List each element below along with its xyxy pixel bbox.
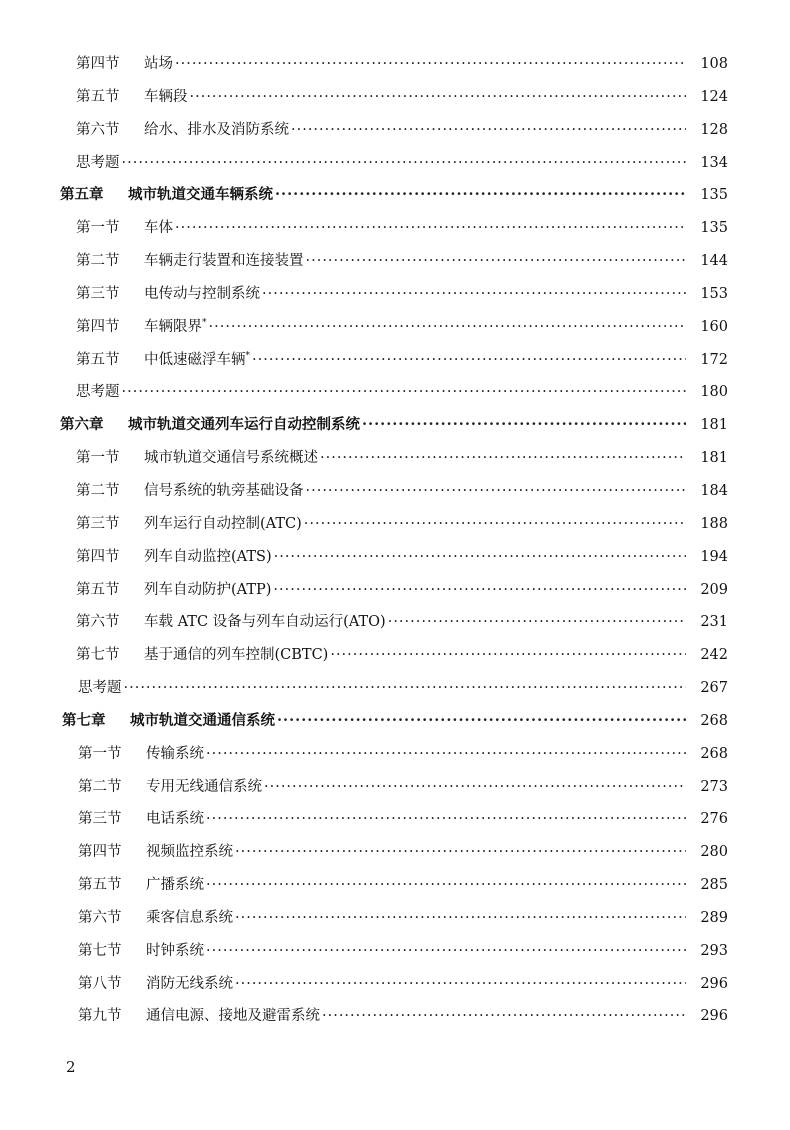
- entry-title-text: 电话系统: [146, 811, 204, 828]
- toc-chapter-entry[interactable]: [0, 705, 790, 738]
- entry-title-text: 车载 ATC 设备与列车自动运行(ATO): [144, 614, 386, 631]
- entry-title-text: 车辆走行装置和连接装置: [144, 253, 304, 270]
- dot-leader: [273, 574, 686, 607]
- entry-title: [146, 935, 204, 968]
- dot-leader: [262, 278, 686, 311]
- chapter-label: 第六章: [60, 416, 104, 434]
- toc-section-entry[interactable]: [0, 442, 790, 475]
- entry-title-text: 给水、排水及消防系统: [144, 121, 289, 138]
- entry-title-text: 基于通信的列车控制(CBTC): [144, 647, 329, 664]
- entry-page-number: 280: [700, 844, 728, 861]
- toc-section-entry[interactable]: [0, 475, 790, 508]
- asterisk-mark: *: [245, 350, 250, 361]
- section-label: 第三节: [76, 515, 120, 532]
- toc-section-entry[interactable]: [0, 212, 790, 245]
- entry-title: [144, 48, 173, 81]
- section-label: 第三节: [76, 285, 120, 302]
- entry-title-text: 中低速磁浮车辆: [144, 351, 246, 368]
- section-label: 第五节: [76, 88, 120, 105]
- entry-page-number: 108: [700, 56, 728, 72]
- section-label: 第八节: [78, 975, 122, 992]
- entry-page-number: 181: [700, 450, 728, 467]
- entry-title-text: 电传动与控制系统: [144, 285, 260, 302]
- section-label: 第九节: [78, 1008, 122, 1025]
- entry-title: [146, 1000, 320, 1033]
- toc-section-entry[interactable]: [0, 935, 790, 968]
- section-label: 第四节: [78, 844, 122, 861]
- entry-title-text: 乘客信息系统: [146, 909, 233, 926]
- entry-title-text: 消防无线系统: [146, 975, 233, 992]
- toc-section-entry[interactable]: [0, 541, 790, 574]
- entry-title: [128, 409, 360, 442]
- dot-leader: [190, 81, 687, 114]
- toc-section-entry[interactable]: [0, 738, 790, 771]
- toc-section-entry[interactable]: [0, 311, 790, 344]
- toc-section-entry[interactable]: [0, 81, 790, 114]
- toc-chapter-entry[interactable]: [0, 409, 790, 442]
- dot-leader: [275, 179, 686, 212]
- toc-section-entry[interactable]: [0, 606, 790, 639]
- entry-title: [144, 81, 188, 114]
- entry-title-text: 思考题: [76, 154, 120, 171]
- toc-section-entry[interactable]: [0, 869, 790, 902]
- dot-leader: [122, 376, 687, 409]
- entry-title: [130, 705, 275, 738]
- entry-title: [144, 574, 271, 607]
- entry-title: [144, 442, 318, 475]
- section-label: 第六节: [78, 909, 122, 926]
- section-label: 第六节: [76, 121, 120, 138]
- section-label: 第七节: [78, 942, 122, 959]
- entry-page-number: 293: [700, 942, 728, 959]
- entry-page-number: 268: [700, 712, 728, 729]
- toc-section-entry[interactable]: [0, 147, 790, 180]
- dot-leader: [206, 803, 686, 836]
- entry-title: [128, 179, 273, 212]
- section-label: 第二节: [76, 253, 120, 270]
- entry-title-text: 专用无线通信系统: [146, 778, 262, 795]
- entry-page-number: 296: [700, 1008, 728, 1025]
- entry-page-number: 124: [700, 88, 728, 105]
- entry-title: [146, 803, 204, 836]
- entry-title-text: 城市轨道交通列车运行自动控制系统: [128, 416, 360, 434]
- section-label: 第五节: [78, 877, 122, 894]
- chapter-label: 第五章: [60, 186, 104, 204]
- entry-title-text: 列车运行自动控制(ATC): [144, 515, 302, 532]
- entry-title: [144, 245, 304, 278]
- dot-leader: [306, 475, 687, 508]
- dot-leader: [122, 147, 687, 180]
- dot-leader: [264, 771, 686, 804]
- toc-section-entry[interactable]: [0, 672, 790, 705]
- dot-leader: [235, 902, 686, 935]
- entry-title: [146, 869, 204, 902]
- dot-leader: [304, 508, 686, 541]
- section-label: 第二节: [76, 482, 120, 499]
- entry-title: [146, 771, 262, 804]
- toc-section-entry[interactable]: [0, 836, 790, 869]
- toc-section-entry[interactable]: [0, 771, 790, 804]
- entry-title: [76, 376, 120, 409]
- toc-section-entry[interactable]: [0, 574, 790, 607]
- dot-leader: [124, 672, 687, 705]
- toc-section-entry[interactable]: [0, 278, 790, 311]
- dot-leader: [175, 212, 686, 245]
- entry-title-text: 城市轨道交通车辆系统: [128, 186, 273, 204]
- entry-title-text: 车辆段: [144, 88, 188, 105]
- section-label: 第三节: [78, 811, 122, 828]
- toc-chapter-entry[interactable]: [0, 179, 790, 212]
- entry-title-text: 思考题: [78, 680, 122, 697]
- toc-section-entry[interactable]: [0, 508, 790, 541]
- entry-page-number: 273: [700, 778, 728, 795]
- dot-leader: [209, 311, 687, 344]
- entry-page-number: 180: [700, 384, 728, 401]
- toc-section-entry[interactable]: [0, 1000, 790, 1033]
- entry-page-number: 231: [700, 614, 728, 631]
- entry-title-text: 城市轨道交通信号系统概述: [144, 450, 318, 467]
- section-label: 第五节: [76, 351, 120, 368]
- dot-leader: [277, 705, 686, 738]
- toc-section-entry[interactable]: [0, 639, 790, 672]
- entry-title-text: 车体: [144, 220, 173, 237]
- section-label: 第四节: [76, 56, 120, 72]
- section-label: 第六节: [76, 614, 120, 631]
- dot-leader: [206, 935, 686, 968]
- chapter-label: 第七章: [62, 711, 106, 729]
- entry-title: [144, 475, 304, 508]
- section-label: 第五节: [76, 581, 120, 598]
- entry-title-text: 广播系统: [146, 877, 204, 894]
- dot-leader: [206, 738, 686, 771]
- entry-title-text: 通信电源、接地及避雷系统: [146, 1008, 320, 1025]
- entry-page-number: 267: [700, 680, 728, 697]
- dot-leader: [362, 409, 686, 442]
- entry-title-text: 站场: [144, 56, 173, 72]
- entry-title: [146, 968, 233, 1001]
- entry-title-text: 时钟系统: [146, 942, 204, 959]
- entry-title: [144, 344, 250, 377]
- entry-title: [144, 278, 260, 311]
- entry-page-number: 296: [700, 975, 728, 992]
- entry-page-number: 209: [700, 581, 728, 598]
- entry-page-number: 172: [700, 351, 728, 368]
- entry-title-text: 传输系统: [146, 745, 204, 762]
- entry-page-number: 188: [700, 515, 728, 532]
- entry-page-number: 135: [700, 220, 728, 237]
- section-label: 第四节: [76, 318, 120, 335]
- section-label: 第七节: [76, 647, 120, 664]
- dot-leader: [388, 606, 686, 639]
- entry-title: [144, 541, 272, 574]
- entry-title: [146, 738, 204, 771]
- page-number: 2: [66, 1058, 76, 1076]
- entry-title: [144, 311, 207, 344]
- entry-page-number: 144: [700, 253, 728, 270]
- toc-section-entry[interactable]: [0, 344, 790, 377]
- section-label: 第一节: [76, 220, 120, 237]
- entry-title: [146, 902, 233, 935]
- section-label: 第一节: [78, 745, 122, 762]
- entry-title-text: 城市轨道交通通信系统: [130, 711, 275, 729]
- entry-title-text: 列车自动防护(ATP): [144, 581, 272, 598]
- entry-title-text: 车辆限界: [144, 318, 202, 335]
- section-label: 第四节: [76, 548, 120, 565]
- toc-section-entry[interactable]: [0, 245, 790, 278]
- entry-page-number: 276: [700, 811, 728, 828]
- entry-title: [144, 508, 302, 541]
- entry-title: [78, 672, 122, 705]
- table-of-contents: [0, 48, 790, 1033]
- entry-page-number: 181: [700, 417, 728, 434]
- entry-title: [76, 147, 120, 180]
- entry-page-number: 242: [700, 647, 728, 664]
- section-label: 第二节: [78, 778, 122, 795]
- dot-leader: [252, 344, 686, 377]
- entry-title: [144, 639, 328, 672]
- dot-leader: [206, 869, 686, 902]
- dot-leader: [235, 836, 686, 869]
- entry-page-number: 268: [700, 745, 728, 762]
- asterisk-mark: *: [202, 317, 207, 328]
- entry-title: [144, 212, 173, 245]
- entry-page-number: 285: [700, 877, 728, 894]
- toc-section-entry[interactable]: [0, 902, 790, 935]
- entry-page-number: 135: [700, 187, 728, 204]
- toc-section-entry[interactable]: [0, 803, 790, 836]
- dot-leader: [291, 114, 686, 147]
- dot-leader: [322, 1000, 686, 1033]
- entry-page-number: 134: [700, 154, 728, 171]
- entry-title: [144, 114, 289, 147]
- dot-leader: [235, 968, 686, 1001]
- entry-page-number: 184: [700, 482, 728, 499]
- entry-page-number: 289: [700, 909, 728, 926]
- entry-title-text: 信号系统的轨旁基础设备: [144, 482, 304, 499]
- toc-section-entry[interactable]: [0, 376, 790, 409]
- entry-title-text: 思考题: [76, 384, 120, 401]
- dot-leader: [274, 541, 686, 574]
- toc-section-entry[interactable]: [0, 48, 790, 81]
- entry-page-number: 128: [700, 121, 728, 138]
- entry-page-number: 194: [700, 548, 728, 565]
- entry-page-number: 160: [700, 318, 728, 335]
- entry-page-number: 153: [700, 285, 728, 302]
- section-label: 第一节: [76, 450, 120, 467]
- toc-section-entry[interactable]: [0, 114, 790, 147]
- entry-title-text: 列车自动监控(ATS): [144, 548, 272, 565]
- dot-leader: [306, 245, 687, 278]
- entry-title: [144, 606, 386, 639]
- dot-leader: [330, 639, 686, 672]
- dot-leader: [320, 442, 686, 475]
- toc-section-entry[interactable]: [0, 968, 790, 1001]
- dot-leader: [175, 48, 686, 81]
- entry-title: [146, 836, 233, 869]
- entry-title-text: 视频监控系统: [146, 844, 233, 861]
